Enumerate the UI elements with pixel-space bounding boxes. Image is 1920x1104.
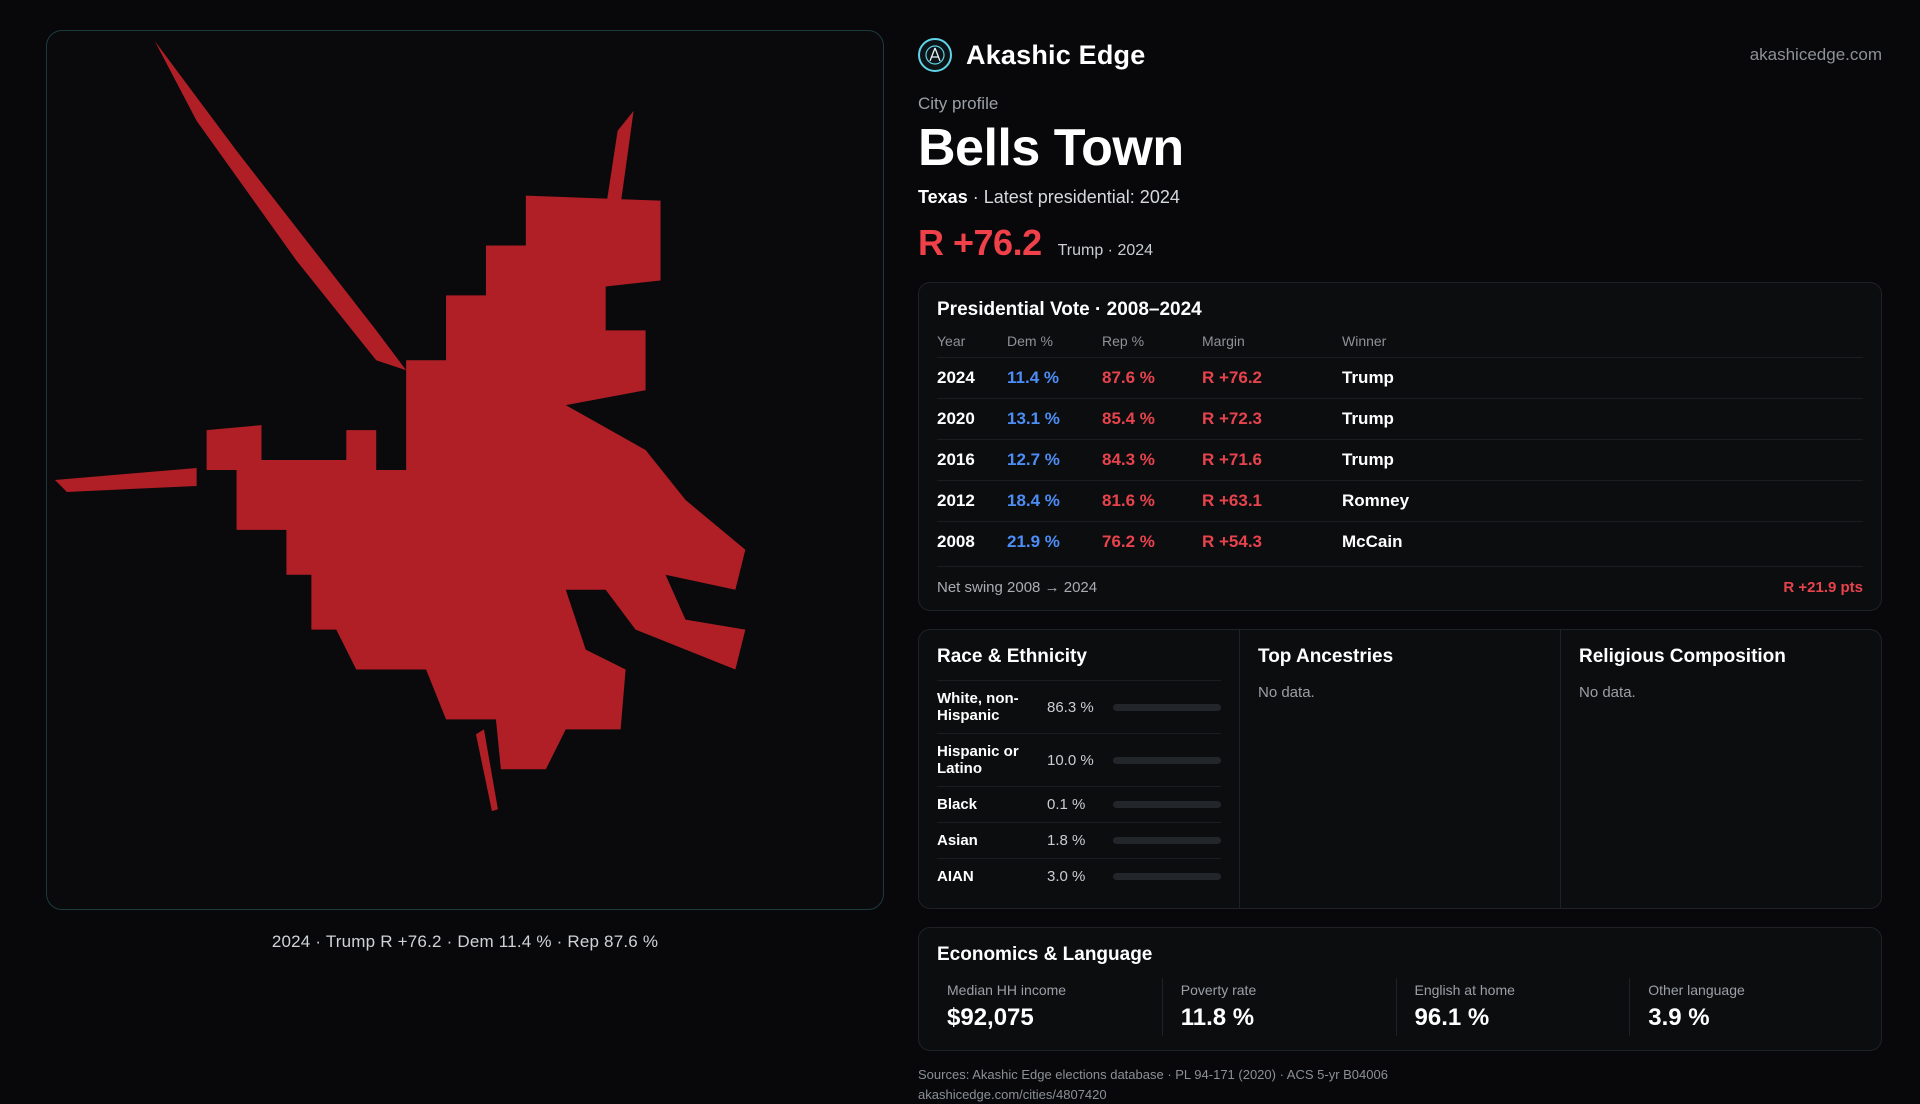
race-bar (1113, 837, 1221, 844)
metric-english-at-home (1396, 978, 1630, 1036)
cell-winner: Trump (1342, 358, 1863, 399)
race-label: Black (937, 796, 978, 814)
headline-margin (918, 222, 1882, 264)
race-bar (1113, 801, 1221, 808)
metric-label: Median HH income (947, 982, 1067, 999)
table-row (937, 522, 1863, 563)
demographics-row (918, 629, 1882, 909)
cell-margin: R +63.1 (1202, 481, 1342, 522)
presidential-vote-table (937, 333, 1863, 562)
cell-dem: 12.7 % (1007, 440, 1102, 481)
headline-margin-value: R +76.2 (918, 222, 1042, 264)
page-title: Bells Town (918, 119, 1184, 177)
economics-language-card (918, 927, 1882, 1051)
brand-name: Akashic Edge (966, 39, 1146, 70)
headline-margin-caption: Trump · 2024 (1057, 242, 1154, 260)
race-ethnicity-title: Race & Ethnicity (937, 646, 1087, 668)
table-row (937, 358, 1863, 399)
metric-value: 11.8 % (1180, 1004, 1255, 1032)
cell-margin: R +76.2 (1202, 358, 1342, 399)
latest-presidential-label: · Latest presidential: 2024 (972, 187, 1180, 208)
race-label: AIAN (937, 868, 974, 886)
metric-label: Other language (1648, 982, 1745, 999)
net-swing-row (937, 566, 1863, 596)
list-item (937, 786, 1221, 822)
presidential-vote-card (918, 282, 1882, 611)
table-header-row (937, 333, 1863, 358)
cell-year: 2020 (937, 399, 1007, 440)
metric-poverty-rate (1162, 978, 1396, 1036)
metric-label: English at home (1414, 982, 1515, 999)
race-percent: 10.0 % (1047, 751, 1094, 769)
race-bar (1113, 757, 1221, 764)
city-shape-map (47, 31, 883, 909)
metric-other-language (1629, 978, 1863, 1036)
brand-left (918, 38, 1145, 72)
net-swing-label: Net swing 2008 → 2024 (937, 579, 1098, 597)
akashic-emblem-icon (918, 38, 952, 72)
cell-dem: 21.9 % (1007, 522, 1102, 563)
state-and-latest (918, 187, 1882, 208)
cell-winner: Trump (1342, 399, 1863, 440)
race-percent: 86.3 % (1047, 698, 1094, 716)
cell-margin: R +72.3 (1202, 399, 1342, 440)
list-item (937, 822, 1221, 858)
map-caption: 2024 · Trump R +76.2 · Dem 11.4 % · Rep 87.6 % (271, 932, 659, 951)
brand-bar (918, 38, 1882, 72)
religious-composition-title: Religious Composition (1579, 646, 1786, 668)
source-url: akashicedge.com/cities/4807420 (918, 1086, 1107, 1102)
list-item (937, 858, 1221, 894)
race-label: Asian (937, 832, 978, 850)
race-ethnicity-card (918, 629, 1240, 909)
net-swing-value: R +21.9 pts (1783, 579, 1863, 597)
column-header-dem: Dem % (1007, 333, 1053, 350)
state-label: Texas (918, 187, 968, 208)
cell-rep: 85.4 % (1102, 399, 1202, 440)
cell-dem: 13.1 % (1007, 399, 1102, 440)
race-label: White, non-Hispanic (937, 690, 1019, 725)
race-bar (1113, 873, 1221, 880)
cell-winner: McCain (1342, 522, 1863, 563)
cell-year: 2008 (937, 522, 1007, 563)
cell-margin: R +54.3 (1202, 522, 1342, 563)
column-header-winner: Winner (1342, 333, 1387, 350)
cell-winner: Trump (1342, 440, 1863, 481)
cell-year: 2024 (937, 358, 1007, 399)
presidential-vote-title: Presidential Vote · 2008–2024 (937, 299, 1202, 321)
cell-year: 2016 (937, 440, 1007, 481)
list-item (937, 680, 1221, 733)
column-header-margin: Margin (1202, 333, 1245, 350)
city-map-panel[interactable] (46, 30, 884, 910)
religious-composition-empty: No data. (1579, 684, 1636, 702)
column-header-rep: Rep % (1102, 333, 1145, 350)
metric-value: 3.9 % (1648, 1004, 1710, 1032)
top-ancestries-title: Top Ancestries (1258, 646, 1394, 668)
list-item (937, 733, 1221, 786)
brand-site-url: akashicedge.com (1749, 45, 1882, 64)
economics-grid (937, 978, 1863, 1036)
map-column (46, 30, 884, 1050)
religious-composition-card (1561, 629, 1882, 909)
column-header-year: Year (937, 333, 966, 350)
top-ancestries-card (1240, 629, 1561, 909)
economics-language-title: Economics & Language (937, 944, 1153, 966)
cell-dem: 11.4 % (1007, 358, 1102, 399)
metric-median-hh-income (937, 978, 1162, 1036)
cell-rep: 84.3 % (1102, 440, 1202, 481)
table-row (937, 440, 1863, 481)
table-row (937, 399, 1863, 440)
cell-dem: 18.4 % (1007, 481, 1102, 522)
race-percent: 0.1 % (1047, 796, 1086, 814)
content-column (918, 30, 1882, 1102)
metric-value: $92,075 (947, 1004, 1034, 1032)
race-label: Hispanic or Latino (937, 743, 1019, 778)
race-percent: 1.8 % (1047, 832, 1086, 850)
sources-footer (918, 1065, 1882, 1104)
cell-winner: Romney (1342, 481, 1863, 522)
cell-rep: 87.6 % (1102, 358, 1202, 399)
cell-margin: R +71.6 (1202, 440, 1342, 481)
race-bar (1113, 704, 1221, 711)
page-eyebrow: City profile (918, 94, 999, 113)
metric-value: 96.1 % (1414, 1004, 1490, 1032)
cell-year: 2012 (937, 481, 1007, 522)
race-percent: 3.0 % (1047, 868, 1086, 886)
cell-rep: 81.6 % (1102, 481, 1202, 522)
sources-line: Sources: Akashic Edge elections database · PL 94-171 (2020) · ACS 5-yr B04006 (918, 1067, 1388, 1083)
metric-label: Poverty rate (1180, 982, 1257, 999)
cell-rep: 76.2 % (1102, 522, 1202, 563)
table-row (937, 481, 1863, 522)
top-ancestries-empty: No data. (1258, 684, 1315, 702)
